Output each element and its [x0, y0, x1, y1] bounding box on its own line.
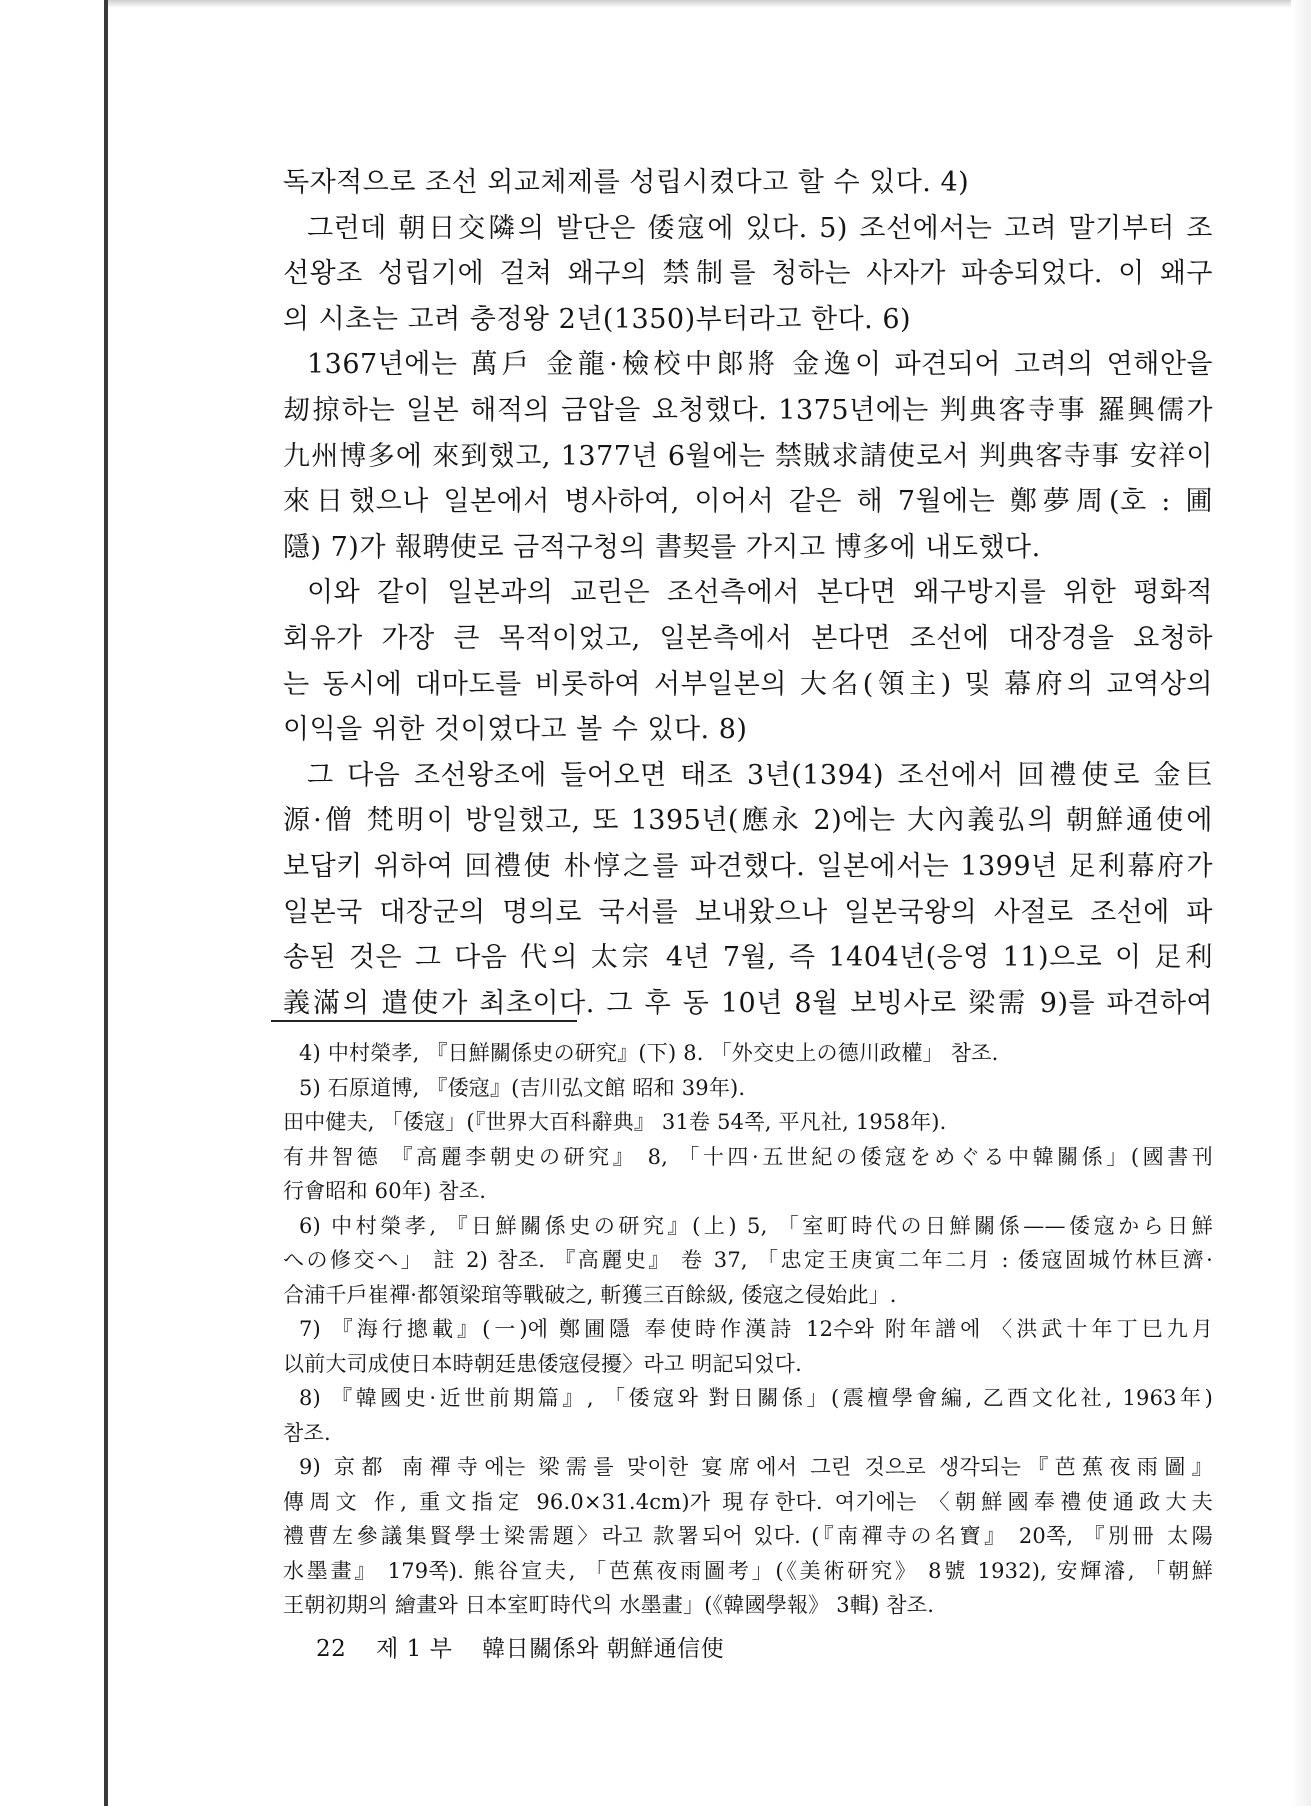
footnote-divider [271, 1020, 577, 1022]
footer-title: 韓日關係와 朝鮮通信使 [482, 1636, 725, 1662]
body-line: 송된 것은 그 다음 代의 太宗 4년 7월, 즉 1404년(응영 11)으로 이 足利 [283, 942, 1213, 974]
page-top-shadow [108, 0, 1311, 8]
body-line: 독자적으로 조선 외교체제를 성립시켰다고 할 수 있다. 4) [283, 167, 970, 198]
footnote-line: 4) 中村榮孝, 『日鮮關係史の研究』(下) 8. 「外交史上の德川政權」 참조. [299, 1041, 999, 1065]
footnote-line: 傳周文 作, 重文指定 96.0×31.4cm)가 現存한다. 여기에는 〈朝鮮國奉禮使通政大夫 [283, 1489, 1213, 1514]
body-line: 이와 같이 일본과의 교린은 조선측에서 본다면 왜구방지를 위한 평화적 [307, 577, 1213, 609]
body-text [283, 160, 1213, 1026]
page-number: 22 [316, 1636, 347, 1662]
footnote-line: への修交へ」 註 2) 참조. 『高麗史』 卷 37, 「忠定王庚寅二年二月 : 倭寇固城竹林巨濟· [283, 1248, 1213, 1272]
body-line: 그런데 朝日交隣의 발단은 倭寇에 있다. 5) 조선에서는 고려 말기부터 조 [307, 212, 1213, 244]
footnote-line: 以前大司成使日本時朝廷患倭寇侵擾〉라고 明記되었다. [283, 1351, 802, 1376]
body-line: 의 시초는 고려 충정왕 2년(1350)부터라고 한다. 6) [283, 303, 912, 335]
footnote-line: 9) 京都 南禪寺에는 梁需를 맞이한 宴席에서 그린 것으로 생각되는『芭蕉夜雨圖』 [299, 1455, 1213, 1479]
body-line: 이익을 위한 것이였다고 볼 수 있다. 8) [283, 714, 748, 746]
body-line: 來日했으나 일본에서 병사하여, 이어서 같은 해 7월에는 鄭夢周(호 : 圃 [283, 486, 1213, 518]
page-right-shadow [1291, 0, 1311, 1806]
body-line: 九州博多에 來到했고, 1377년 6월에는 禁賊求請使로서 判典客寺事 安祥이 [283, 440, 1213, 472]
footnote-line: 有井智德 『高麗李朝史の研究』 8, 「十四·五世紀の倭寇をめぐる中韓關係」(國書刊 [283, 1144, 1213, 1169]
running-footer [316, 1630, 746, 1663]
body-line: 보답키 위하여 回禮使 朴惇之를 파견했다. 일본에서는 1399년 足利幕府가 [283, 850, 1213, 882]
body-line: 源·僧 梵明이 방일했고, 또 1395년(應永 2)에는 大內義弘의 朝鮮通使에 [283, 805, 1213, 837]
footnote-line: 行會昭和 60年) 참조. [283, 1179, 487, 1203]
body-line: 는 동시에 대마도를 비롯하여 서부일본의 大名(領主) 및 幕府의 교역상의 [283, 668, 1213, 700]
footnote-line: 田中健夫, 「倭寇」(『世界大百科辭典』 31卷 54쪽, 平凡社, 1958年). [283, 1110, 947, 1134]
footnote-line: 6) 中村榮孝, 『日鮮關係史の研究』(上) 5, 「室町時代の日鮮關係——倭寇から日鮮 [299, 1213, 1213, 1238]
body-line: 그 다음 조선왕조에 들어오면 태조 3년(1394) 조선에서 回禮使로 金巨 [307, 759, 1213, 791]
footnote-line: 8) 『韓國史·近世前期篇』, 「倭寇와 對日關係」(震檀學會編, 乙酉文化社, 1963年) [299, 1386, 1213, 1410]
body-line: 일본국 대장군의 명의로 국서를 보내왔으나 일본국왕의 사절로 조선에 파 [283, 896, 1213, 928]
footnote-line: 禮曹左參議集賢學士梁需題〉라고 款署되어 있다. (『南禪寺の名寶』 20쪽, 『別冊 太陽 [283, 1524, 1213, 1548]
body-line: 1367년에는 萬戶 金龍·檢校中郞將 金逸이 파견되어 고려의 연해안을 [307, 349, 1213, 381]
body-line: 선왕조 성립기에 걸쳐 왜구의 禁制를 청하는 사자가 파송되었다. 이 왜구 [283, 258, 1213, 290]
body-line: 義滿의 遣使가 최초이다. 그 후 동 10년 8월 보빙사로 梁需 9)를 파견하여 [283, 987, 1213, 1019]
body-line: 회유가 가장 큰 목적이었고, 일본측에서 본다면 조선에 대장경을 요청하 [283, 622, 1213, 654]
footer-part: 제 1 부 [376, 1636, 453, 1662]
page-left-edge [104, 0, 108, 1806]
footnote-line: 合浦千戶崔禪·都領梁琯等戰破之, 斬獲三百餘級, 倭寇之侵始此」. [283, 1282, 897, 1307]
footnote-line: 水墨畫』 179쪽). 熊谷宣夫, 「芭蕉夜雨圖考」(《美術研究》 8號 1932), 安輝濬, 「朝鮮 [283, 1558, 1213, 1583]
footnote-line: 王朝初期의 繪畫와 日本室町時代의 水墨畫」(《韓國學報》 3輯) 참조. [283, 1593, 935, 1617]
body-line: 隱) 7)가 報聘使로 금적구청의 書契를 가지고 博多에 내도했다. [283, 531, 1041, 563]
footnotes [283, 1036, 1213, 1623]
footnote-line: 5) 石原道博, 『倭寇』(吉川弘文館 昭和 39年). [299, 1075, 746, 1100]
body-line: 刼掠하는 일본 해적의 금압을 요청했다. 1375년에는 判典客寺事 羅興儒가 [283, 394, 1213, 426]
footnote-line: 참조. [283, 1420, 331, 1445]
footnote-line: 7) 『海行摠載』(一)에 鄭圃隱 奉使時作漢詩 12수와 附年譜에 〈洪武十年丁巳九月 [299, 1317, 1213, 1341]
